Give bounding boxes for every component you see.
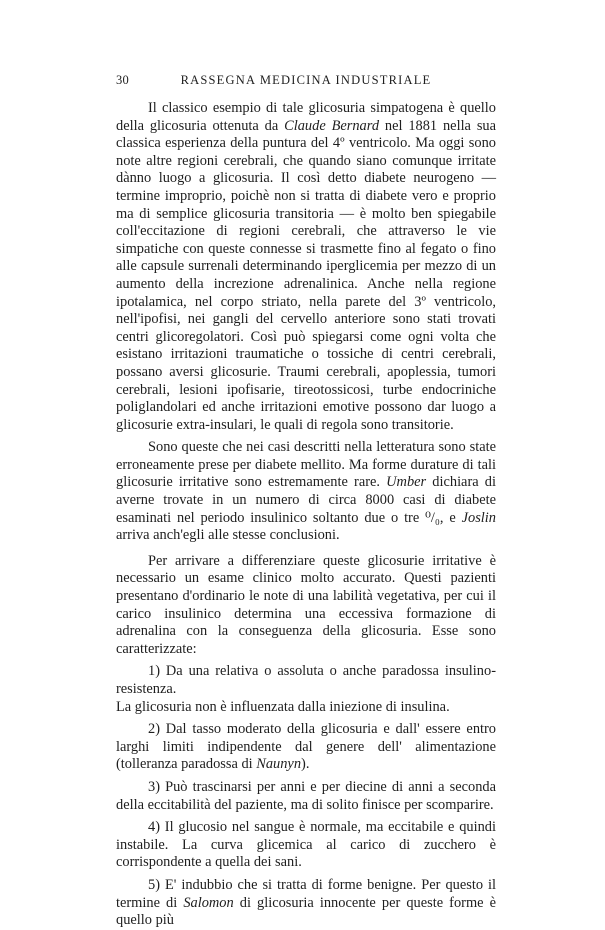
running-title: RASSEGNA MEDICINA INDUSTRIALE: [180, 73, 432, 87]
list-item-5: [116, 877, 496, 930]
author-name: Joslin: [461, 509, 496, 526]
paragraph-umber: [116, 439, 496, 545]
running-header: [116, 73, 496, 91]
list-item-3: 3) Può trascinarsi per anni e per diecine di anni a seconda della eccitabilità del paziente, ma di solito finisce per scomparire.: [116, 778, 496, 813]
list-item-2: [116, 721, 496, 774]
text-run: Il classico esempio di tale glicosuria simpatogena è quello della glicosuria ottenuta da: [116, 100, 496, 134]
author-name: Claude Bernard: [284, 117, 380, 134]
list-item-4: 4) Il glucosio nel sangue è normale, ma eccitabile e quindi instabile. La curva glicemica al carico di zucchero è corrispondente a quella dei sani.: [116, 819, 496, 871]
body-text: [116, 100, 496, 930]
paragraph-bernard: [116, 100, 496, 434]
text-run: dichiara di averne trovate in un numero di circa 8000 casi di diabete esaminati nel periodo insulinico soltanto due o tre ⁰/₀, e: [116, 474, 496, 526]
list-item-1: 1) Da una relativa o assoluta o anche paradossa insulino-resistenza.: [116, 663, 496, 697]
page-number: 30: [116, 73, 129, 87]
text-run: di glicosuria innocente per queste forme è quello più: [116, 894, 497, 929]
text-run: 2) Dal tasso moderato della glicosuria e dall' essere entro larghi limiti indipendente dal genere dell' alimentazione (tolleranza paradossa di: [116, 721, 496, 773]
author-name: Naunyn: [256, 756, 302, 773]
author-name: Salomon: [183, 894, 234, 911]
text-run: nel 1881 nella sua classica esperienza della puntura del 4º ventricolo. Ma oggi sono note altre regioni cerebrali, che quando siano comunque irritate dànno luogo a glicosuria. Il così detto diabete neurogeno — termine improprio, poichè non si tratta di diabete vero e proprio ma di semplice glicosuria transitoria — è molto ben spiegabile coll'eccitazione di regioni cerebrali, che attraverso le vie simpatiche con queste connesse si trasmette fino al fegato o fino alle capsule surrenali determinando iperglicemia per mezzo di un aumento della increzione adrenalinica. Anche nella regione ipotalamica, nel corpo striato, nella parete del 3º ventricolo, nell'ipofisi, nei gangli del cervello anteriore sono stati trovati centri glicoregolatori. Così può spiegarsi come ogni volta che esistano irritazioni traumatiche o tossiche di centri cerebrali, possano aversi glicosurie. Traumi cerebrali, apoplessia, tumori cerebrali, lesioni ipofisarie, tireotossicosi, turbe endocriniche poliglandolari ed anche irritazioni emotive possono dar luogo a glicosurie extra-insulari, le quali di regola sono transitorie.: [116, 117, 497, 433]
author-name: Umber: [386, 474, 427, 491]
list-item-1-continuation: La glicosuria non è influenzata dalla iniezione di insulina.: [116, 698, 450, 715]
text-run: ).: [301, 756, 310, 773]
paragraph-differentiation: Per arrivare a differenziare queste glicosurie irritative è necessario un esame clinico molto accurato. Questi pazienti presentano d'ordinario le note di una labilità vegetativa, per cui il carico insulinico determina una eccessiva formazione di adrenalina con la conseguenza della glicosuria. Esse sono caratterizzate:: [116, 552, 496, 657]
text-run: 5) E' indubbio che si tratta di forme benigne. Per questo il termine di: [116, 876, 496, 911]
text-run: Sono queste che nei casi descritti nella letteratura sono state erroneamente prese per diabete mellito. Ma forme durature di tali glicosurie irritative sono estremamente rare.: [116, 439, 496, 491]
text-run: arriva anch'egli alle stesse conclusioni.: [116, 527, 340, 544]
